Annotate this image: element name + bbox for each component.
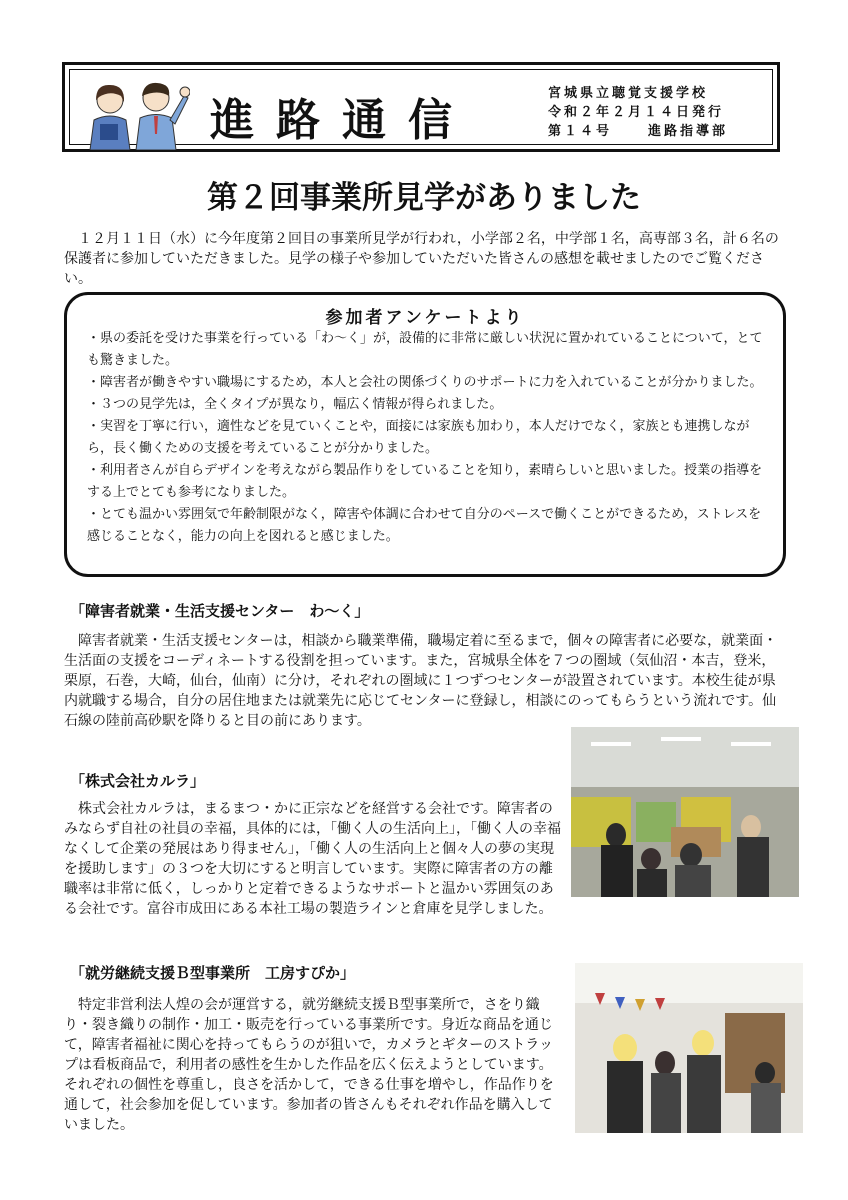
- warehouse-tour-photo: [571, 727, 799, 897]
- survey-item: ・障害者が働きやすい職場にするため，本人と会社の関係づくりのサポートに力を入れていることが分かりました。: [87, 375, 763, 390]
- school-name: 宮城県立聴覚支援学校: [548, 86, 709, 101]
- photo-ceiling: [571, 727, 799, 787]
- newsletter-title: 進路通信: [210, 95, 474, 146]
- issue-date: 令和２年２月１４日発行: [548, 105, 725, 120]
- photo-person-body: [601, 845, 633, 897]
- photo-ceiling-light: [731, 742, 771, 746]
- photo-shelf: [636, 802, 676, 842]
- photo-person-body: [687, 1055, 721, 1133]
- survey-list: [87, 328, 771, 548]
- mascot-boy-fist: [180, 87, 190, 97]
- photo-person-head: [655, 1051, 675, 1075]
- survey-item: ・利用者さんが自らデザインを考えながら製品作りをしていることを知り，素晴らしいと思いました。授業の指導をする上でとても参考になりました。: [87, 463, 763, 500]
- masthead: [62, 62, 780, 152]
- survey-title: 参加者アンケートより: [325, 308, 525, 328]
- photo-person-head-blurred: [692, 1030, 714, 1056]
- photo-person-head: [606, 823, 626, 847]
- photo-ceiling-light: [661, 737, 701, 741]
- survey-item: ・３つの見学先は，全くタイプが異なり，幅広く情報が得られました。: [87, 397, 503, 412]
- survey-item: ・県の委託を受けた事業を行っている「わ〜く」が，設備的に非常に厳しい状況に置かれていることについて，とても驚きました。: [87, 331, 763, 368]
- section-body-karula: 株式会社カルラは，まるまつ・かに正宗などを経営する会社です。障害者のみならず自社の社員の幸福，具体的には，「働く人の生活向上」，「働く人の幸福なくして企業の発展はあり得ません」，「働く人の生活向上と個々人の夢の実現を援助します」の３つを大切にすると明言しています。実際に障害者の方の離職率は非常に低く，しっかりと定着できるようなサポートと温かい雰囲気のある会社です。富谷市成田にある本社工場の製造ラインと倉庫を見学しました。: [64, 800, 561, 916]
- photo-person-head: [641, 848, 661, 870]
- survey-item: ・とても温かい雰囲気で年齢制限がなく，障害や体調に合わせて自分のペースで働くことができるため，ストレスを感じることなく，能力の向上を図れると感じました。: [87, 507, 762, 544]
- department-name: 進路指導部: [648, 124, 729, 139]
- photo-shelf: [725, 1013, 785, 1093]
- students-mascot-illustration: [80, 76, 190, 150]
- photo-person-body: [675, 865, 711, 897]
- photo-ceiling-light: [591, 742, 631, 746]
- issue-info: [548, 84, 728, 141]
- photo-person-body: [751, 1083, 781, 1133]
- photo-person-head: [755, 1062, 775, 1084]
- photo-person-body: [651, 1073, 681, 1133]
- mascot-boy-raised-arm: [170, 96, 188, 124]
- issue-number: 第１４号: [548, 124, 613, 139]
- section-title-spica: 「就労継続支援Ｂ型事業所 工房すぴか」: [70, 965, 356, 982]
- workshop-visit-photo: [575, 963, 803, 1133]
- survey-item: ・実習を丁寧に行い，適性などを見ていくことや，面接には家族も加わり，本人だけでなく，家族とも連携しながら，長く働くための支援を考えていることが分かりました。: [87, 419, 750, 456]
- masthead-inner-frame: [69, 69, 773, 145]
- photo-person-body: [737, 837, 769, 897]
- photo-person-head: [680, 843, 702, 867]
- section-body-wa-ku: 障害者就業・生活支援センターは，相談から職業準備，職場定着に至るまで，個々の障害者に必要な，就業面・生活面の支援をコーディネートする役割を担っています。また，宮城県全体を７つの圏域（気仙沼・本吉，登米，栗原，石巻，大崎，仙台，仙南）に分け，それぞれの圏域に１つずつセンターが設置されています。本校生徒が県内就職する場合，自分の居住地または就業先に応じてセンターに登録し，相談にのってもらうという流れです。仙石線の陸前高砂駅を降りると目の前にあります。: [64, 632, 778, 728]
- section-title-karula: 「株式会社カルラ」: [70, 773, 206, 790]
- photo-person-body: [637, 869, 667, 897]
- photo-person-head: [741, 815, 761, 839]
- photo-person-body: [607, 1061, 643, 1133]
- headline: 第２回事業所見学がありました: [207, 180, 641, 216]
- issue-line: [548, 122, 728, 141]
- mascot-girl-folder: [100, 124, 118, 140]
- survey-box: [64, 292, 786, 577]
- section-body-spica: 特定非営利法人煌の会が運営する，就労継続支援Ｂ型事業所で，さをり織り・裂き織りの制作・加工・販売を行っている事業所です。身近な商品を通じて，障害者福祉に関心を持ってもらうのが狙いで，カメラとギターのストラップは看板商品で，利用者の感性を生かした作品を広く伝えようとしています。それぞれの個性を尊重し，良さを活かして，できる仕事を増やし，作品作りを通して，社会参加を促しています。参加者の皆さんもそれぞれ作品を購入していました。: [64, 996, 554, 1132]
- photo-window: [575, 963, 803, 1003]
- photo-person-head-blurred: [613, 1034, 637, 1062]
- section-title-wa-ku: 「障害者就業・生活支援センター わ〜く」: [70, 603, 370, 620]
- intro-paragraph: １２月１１日（水）に今年度第２回目の事業所見学が行われ，小学部２名，中学部１名，高専部３名，計６名の保護者に参加していただきました。見学の様子や参加していただいた皆さんの感想を載せましたのでご覧ください。: [64, 230, 779, 286]
